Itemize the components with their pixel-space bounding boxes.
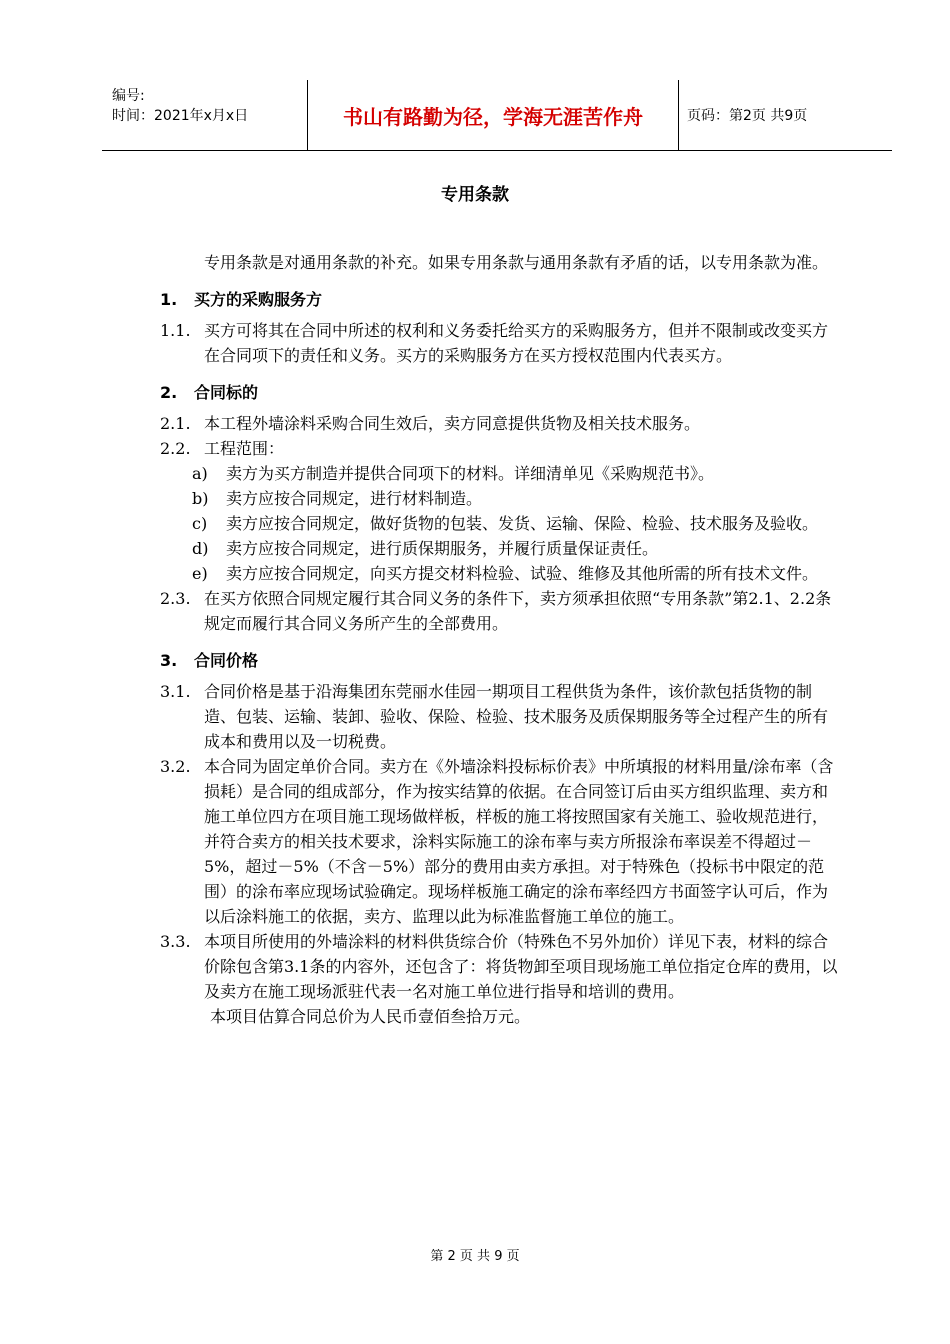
clause	[160, 586, 840, 636]
clause-text: 合同价格是基于沿海集团东莞丽水佳园一期项目工程供货为条件，该价款包括货物的制造、包装、运输、装卸、验收、保险、检验、技术服务及质保期服务等全过程产生的所有成本和费用以及一切税费。	[204, 682, 829, 751]
page-header	[102, 80, 892, 151]
section-heading	[160, 380, 840, 405]
clause-number: 2.1.	[160, 414, 191, 433]
clause-text: 本项目所使用的外墙涂料的材料供货综合价（特殊色不另外加价）详见下表，材料的综合价除包含第3.1条的内容外，还包含了：将货物卸至项目现场施工单位指定仓库的费用，以及卖方在施工现场派驻代表一名对施工单位进行指导和培训的费用。	[204, 932, 838, 1001]
sub-clause	[192, 536, 840, 561]
sub-clause-text: 卖方为买方制造并提供合同项下的材料。详细清单见《采购规范书》。	[226, 464, 715, 483]
clause	[160, 318, 840, 368]
clause-text: 在买方依照合同规定履行其合同义务的条件下，卖方须承担依照“专用条款”第2.1、2.2条规定而履行其合同义务所产生的全部费用。	[204, 589, 832, 633]
section-title: 买方的采购服务方	[194, 290, 323, 309]
clause-number: 3.3.	[160, 932, 191, 951]
header-page: 页码：第2页 共9页	[687, 108, 808, 124]
sub-clause-number: d)	[192, 539, 209, 558]
sub-clause-text: 卖方应按合同规定，向买方提交材料检验、试验、维修及其他所需的所有技术文件。	[226, 564, 819, 583]
clause-text: 买方可将其在合同中所述的权利和义务委托给买方的采购服务方，但并不限制或改变买方在合同项下的责任和义务。买方的采购服务方在买方授权范围内代表买方。	[204, 321, 829, 365]
sub-clause-number: e)	[192, 564, 208, 583]
sub-clause	[192, 461, 840, 486]
sub-clause-number: c)	[192, 514, 208, 533]
document-body	[160, 250, 840, 1029]
sub-clause	[192, 486, 840, 511]
clause-number: 3.2.	[160, 757, 191, 776]
clause	[160, 754, 840, 929]
header-number: 编号:	[112, 88, 145, 104]
clause-number: 2.2.	[160, 439, 191, 458]
clause-number: 2.3.	[160, 589, 191, 608]
section-title: 合同价格	[194, 651, 259, 670]
clause-number: 1.1.	[160, 321, 191, 340]
header-meta	[112, 86, 248, 126]
sub-clause	[192, 561, 840, 586]
clause-text: 工程范围：	[204, 439, 285, 458]
section-heading	[160, 287, 840, 312]
sub-clause	[192, 511, 840, 536]
clause	[160, 679, 840, 754]
document-title: 专用条款	[441, 185, 509, 205]
clause	[160, 929, 840, 1004]
sub-clause-text: 卖方应按合同规定，做好货物的包装、发货、运输、保险、检验、技术服务及验收。	[226, 514, 819, 533]
sub-clause-text: 卖方应按合同规定，进行材料制造。	[226, 489, 483, 508]
clause-number: 3.1.	[160, 682, 191, 701]
section-number: 3.	[160, 651, 178, 670]
clause-text: 本工程外墙涂料采购合同生效后，卖方同意提供货物及相关技术服务。	[204, 414, 701, 433]
section-number: 2.	[160, 383, 178, 402]
sub-clause-number: a)	[192, 464, 208, 483]
clause	[160, 411, 840, 436]
page-footer: 第 2 页 共 9 页	[430, 1249, 520, 1264]
sub-clause-number: b)	[192, 489, 209, 508]
sub-clause-text: 卖方应按合同规定，进行质保期服务，并履行质量保证责任。	[226, 539, 659, 558]
clause-text: 本合同为固定单价合同。卖方在《外墙涂料投标标价表》中所填报的材料用量/涂布率（含损耗）是合同的组成部分，作为按实结算的依据。在合同签订后由买方组织监理、卖方和施工单位四方在项目施工现场做样板，样板的施工将按照国家有关施工、验收规范进行，并符合卖方的相关技术要求，涂料实际施工的涂布率与卖方所报涂布率误差不得超过－5%，超过－5%（不含－5%）部分的费用由卖方承担。对于特殊色（投标书中限定的范围）的涂布率应现场试验确定。现场样板施工确定的涂布率经四方书面签字认可后，作为以后涂料施工的依据，卖方、监理以此为标准监督施工单位的施工。	[204, 757, 834, 926]
intro-paragraph: 专用条款是对通用条款的补充。如果专用条款与通用条款有矛盾的话，以专用条款为准。	[204, 253, 829, 272]
closing-paragraph: 本项目估算合同总价为人民币壹佰叁拾万元。	[210, 1007, 531, 1026]
header-slogan: 书山有路勤为径，学海无涯苦作舟	[307, 80, 679, 150]
section-heading	[160, 648, 840, 673]
section-title: 合同标的	[194, 383, 259, 402]
clause	[160, 436, 840, 461]
section-number: 1.	[160, 290, 178, 309]
header-time: 时间：2021年x月x日	[112, 108, 249, 124]
